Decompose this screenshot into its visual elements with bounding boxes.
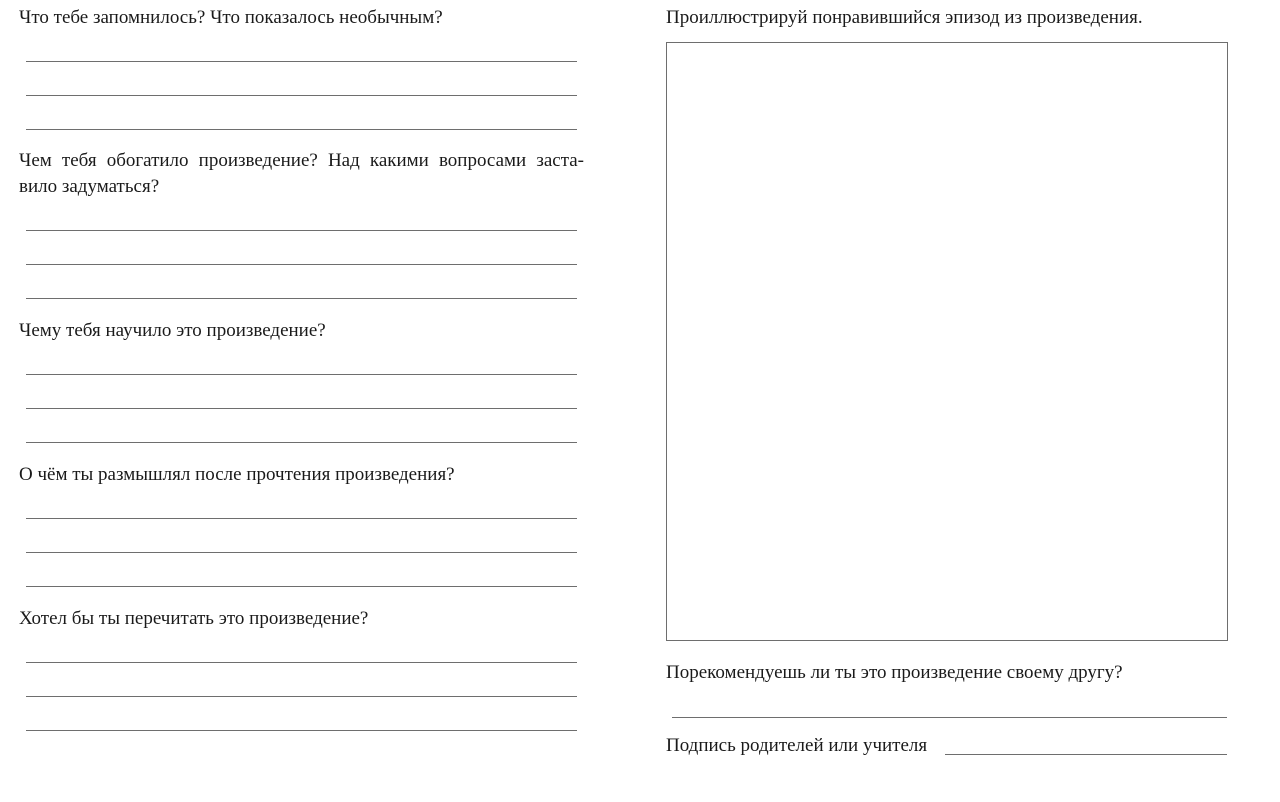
answer-line-4-2[interactable]	[26, 552, 577, 553]
recommend-question: Порекомендуешь ли ты это произведение своему другу?	[666, 662, 1123, 683]
answer-line-5-1[interactable]	[26, 662, 577, 663]
answer-line-4-1[interactable]	[26, 518, 577, 519]
question-1: Что тебе запомнилось? Что показалось необычным?	[19, 7, 443, 28]
question-5: Хотел бы ты перечитать это произведение?	[19, 608, 369, 629]
illustrate-prompt: Проиллюстрируй понравившийся эпизод из произведения.	[666, 7, 1143, 28]
question-3: Чему тебя научило это произведение?	[19, 320, 326, 341]
answer-line-1-3[interactable]	[26, 129, 577, 130]
answer-line-3-2[interactable]	[26, 408, 577, 409]
answer-line-1-2[interactable]	[26, 95, 577, 96]
answer-line-2-2[interactable]	[26, 264, 577, 265]
answer-line-3-3[interactable]	[26, 442, 577, 443]
signature-label: Подпись родителей или учителя	[666, 735, 928, 756]
question-2-line-1: Чем тебя обогатило произведение? Над какими вопросами заста-	[19, 150, 584, 171]
question-4: О чём ты размышлял после прочтения произведения?	[19, 464, 455, 485]
answer-line-1-1[interactable]	[26, 61, 577, 62]
answer-line-2-1[interactable]	[26, 230, 577, 231]
answer-line-3-1[interactable]	[26, 374, 577, 375]
illustration-box[interactable]	[666, 42, 1228, 641]
answer-line-5-3[interactable]	[26, 730, 577, 731]
answer-line-4-3[interactable]	[26, 586, 577, 587]
answer-line-5-2[interactable]	[26, 696, 577, 697]
question-2-line-2: вило задуматься?	[19, 176, 160, 197]
signature-line[interactable]	[945, 754, 1227, 755]
answer-line-2-3[interactable]	[26, 298, 577, 299]
recommend-answer-line[interactable]	[672, 717, 1227, 718]
